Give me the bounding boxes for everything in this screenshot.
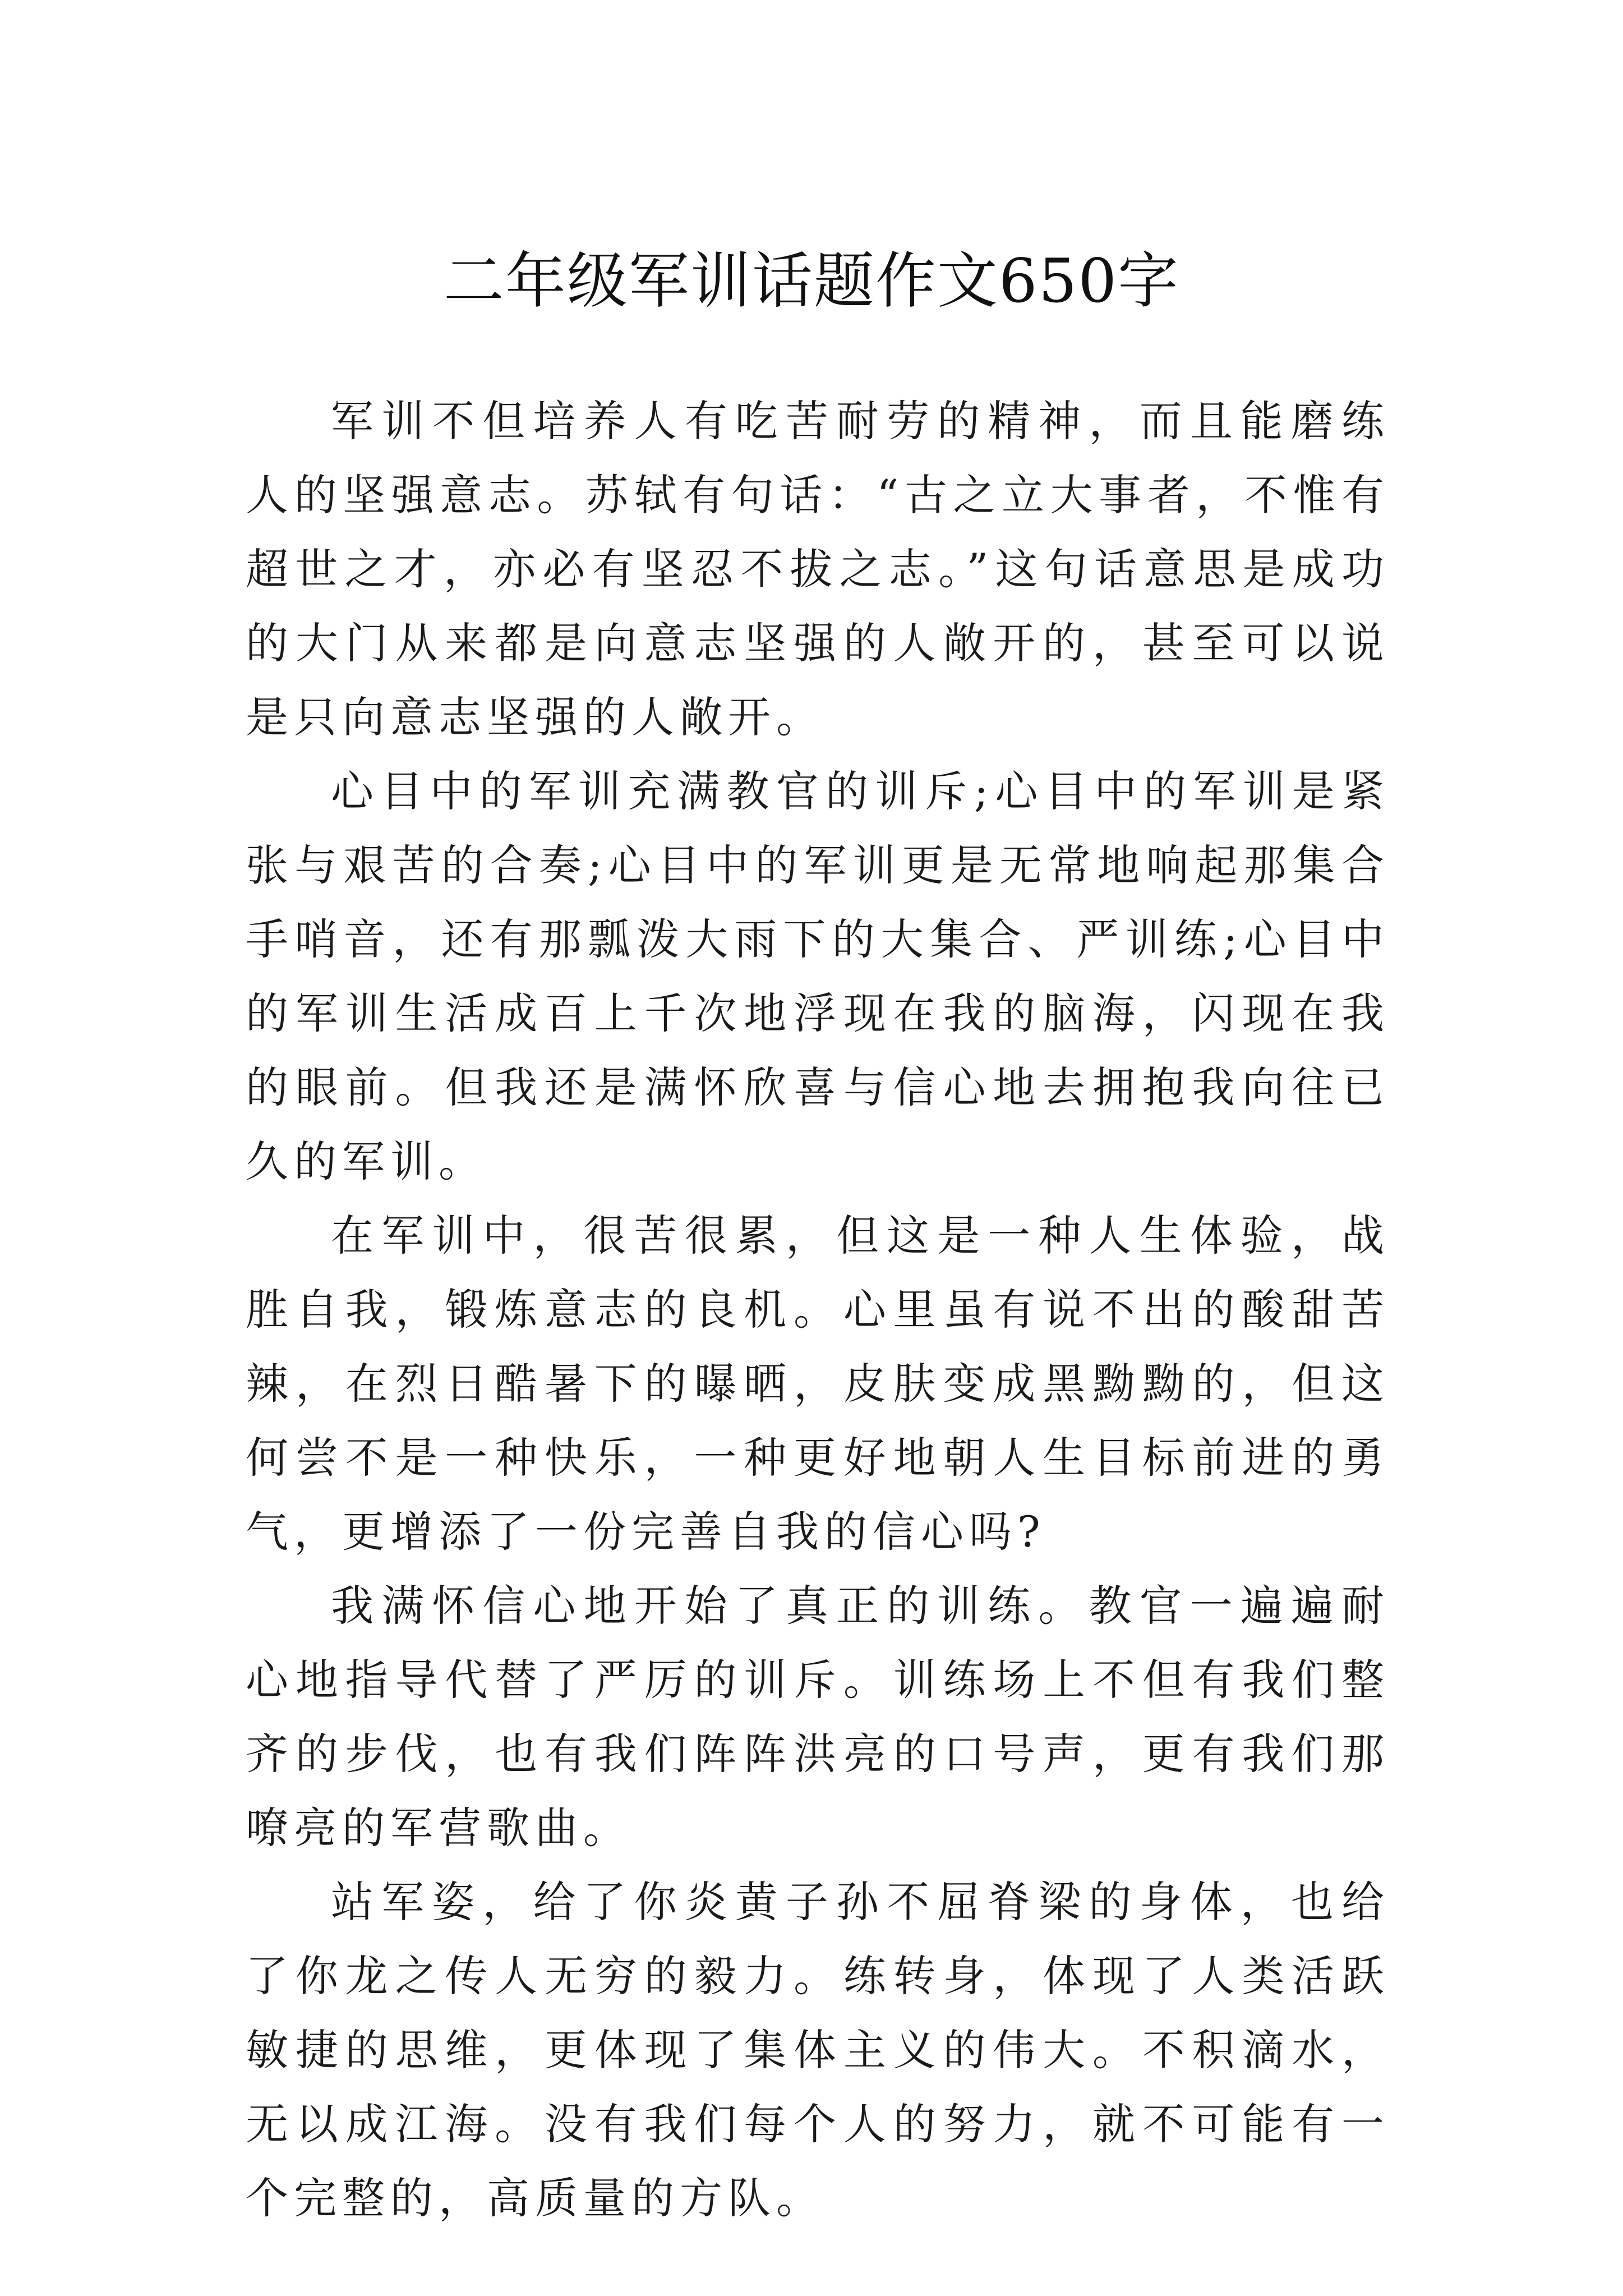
paragraph-3: 在军训中，很苦很累，但这是一种人生体验，战胜自我，锻炼意志的良机。心里虽有说不出的酸甜苦辣，在烈日酷暑下的曝晒，皮肤变成黑黝黝的，但这何尝不是一种快乐，一种更好地朝人生目标前进的勇气，更增添了一份完善自我的信心吗? (246, 1211, 1390, 1557)
document-body (246, 384, 1390, 2235)
paragraph-1: 军训不但培养人有吃苦耐劳的精神，而且能磨练人的坚强意志。苏轼有句话：“古之立大事者，不惟有超世之才，亦必有坚忍不拔之志。”这句话意思是成功的大门从来都是向意志坚强的人敞开的，甚至可以说是只向意志坚强的人敞开。 (246, 396, 1390, 742)
paragraph-4: 我满怀信心地开始了真正的训练。教官一遍遍耐心地指导代替了严厉的训斥。训练场上不但有我们整齐的步伐，也有我们阵阵洪亮的口号声，更有我们那嘹亮的军营歌曲。 (246, 1581, 1390, 1853)
document-title: 二年级军训话题作文650字 (443, 246, 1180, 317)
paragraph-2: 心目中的军训充满教官的训斥;心目中的军训是紧张与艰苦的合奏;心目中的军训更是无常地响起那集合手哨音，还有那瓢泼大雨下的大集合、严训练;心目中的军训生活成百上千次地浮现在我的脑海，闪现在我的眼前。但我还是满怀欣喜与信心地去拥抱我向往已久的军训。 (246, 766, 1390, 1186)
paragraph-5: 站军姿，给了你炎黄子孙不屈脊梁的身体，也给了你龙之传人无穷的毅力。练转身，体现了人类活跃敏捷的思维，更体现了集体主义的伟大。不积滴水，无以成江海。没有我们每个人的努力，就不可能有一个完整的，高质量的方队。 (246, 1877, 1390, 2223)
